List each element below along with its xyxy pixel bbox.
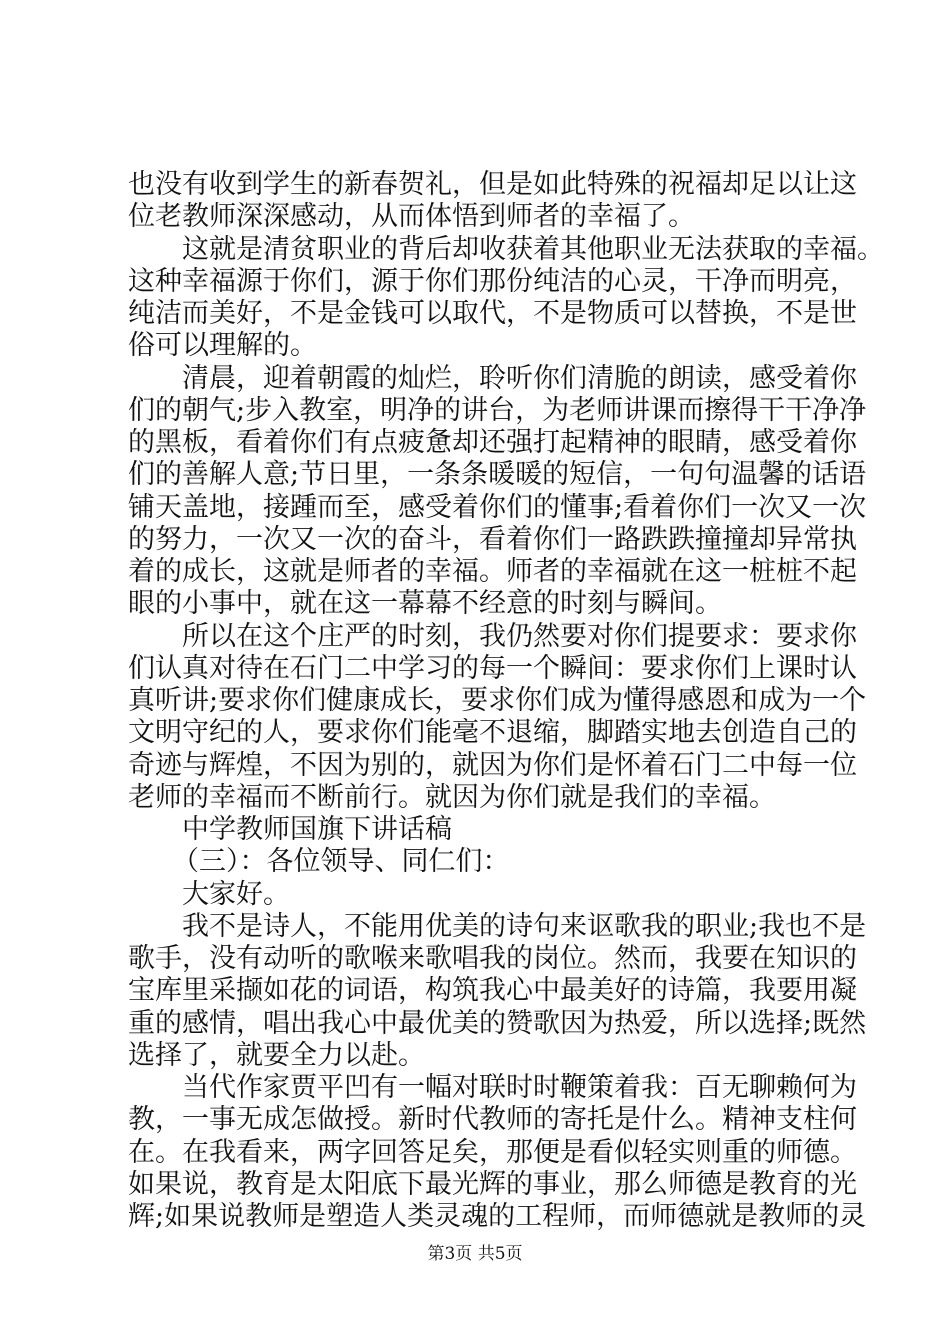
text-line: 的努力，一次又一次的奋斗，看着你们一路跌跌撞撞却异常执 [128,524,857,555]
text-line: 教，一事无成怎做授。新时代教师的寄托是什么。精神支柱何 [128,1104,857,1135]
text-line: 选择了，就要全力以赴。 [128,1040,425,1071]
text-line: 奇迹与辉煌，不因为别的，就因为你们是怀着石门二中每一位 [128,750,857,781]
text-line: 俗可以理解的。 [128,330,317,361]
text-line: 重的感情，唱出我心中最优美的赞歌因为热爱，所以选择;既然 [128,1008,867,1039]
text-line: 铺天盖地，接踵而至，感受着你们的懂事;看着你们一次又一次 [128,492,867,523]
text-line: 清晨，迎着朝霞的灿烂，聆听你们清脆的朗读，感受着你 [182,363,857,394]
text-line: 老师的幸福而不断前行。就因为你们就是我们的幸福。 [128,782,776,813]
text-line: 们认真对待在石门二中学习的每一个瞬间：要求你们上课时认 [128,653,857,684]
text-line: 纯洁而美好，不是金钱可以取代，不是物质可以替换，不是世 [128,298,857,329]
text-line: 的黑板，看着你们有点疲惫却还强打起精神的眼睛，感受着你 [128,427,857,458]
section-title: 中学教师国旗下讲话稿 [182,814,452,845]
text-line: 辉;如果说教师是塑造人类灵魂的工程师，而师德就是教师的灵 [128,1201,867,1232]
text-line: 在。在我看来，两字回答足矣，那便是看似轻实则重的师德。 [128,1137,857,1168]
page-footer: 第3页 共5页 [427,1244,523,1264]
text-line: 歌手，没有动听的歌喉来歌唱我的岗位。然而，我要在知识的 [128,943,857,974]
text-line: 这就是清贫职业的背后却收获着其他职业无法获取的幸福。 [182,234,884,265]
text-line: 眼的小事中，就在这一幕幕不经意的时刻与瞬间。 [128,588,722,619]
text-line: 也没有收到学生的新春贺礼，但是如此特殊的祝福却足以让这 [128,169,857,200]
text-line: 所以在这个庄严的时刻，我仍然要对你们提要求：要求你 [182,621,857,652]
text-line: 大家好。 [182,879,290,910]
text-line: 当代作家贾平凹有一幅对联时时鞭策着我：百无聊赖何为 [182,1072,857,1103]
text-line: 文明守纪的人，要求你们能毫不退缩，脚踏实地去创造自己的 [128,717,857,748]
text-line: 我不是诗人，不能用优美的诗句来讴歌我的职业;我也不是 [182,911,867,942]
text-line: 着的成长，这就是师者的幸福。师者的幸福就在这一桩桩不起 [128,556,857,587]
text-line: （三）：各位领导、同仁们： [172,846,510,877]
text-line: 们的朝气;步入教室，明净的讲台，为老师讲课而擦得干干净净 [128,395,867,426]
text-line: 们的善解人意;节日里，一条条暖暖的短信，一句句温馨的话语 [128,459,867,490]
text-line: 这种幸福源于你们，源于你们那份纯洁的心灵，干净而明亮， [128,266,857,297]
text-line: 真听讲;要求你们健康成长，要求你们成为懂得感恩和成为一个 [128,685,867,716]
text-line: 位老教师深深感动，从而体悟到师者的幸福了。 [128,201,695,232]
text-line: 宝库里采撷如花的词语，构筑我心中最美好的诗篇，我要用凝 [128,975,857,1006]
text-line: 如果说，教育是太阳底下最光辉的事业，那么师德是教育的光 [128,1169,857,1200]
